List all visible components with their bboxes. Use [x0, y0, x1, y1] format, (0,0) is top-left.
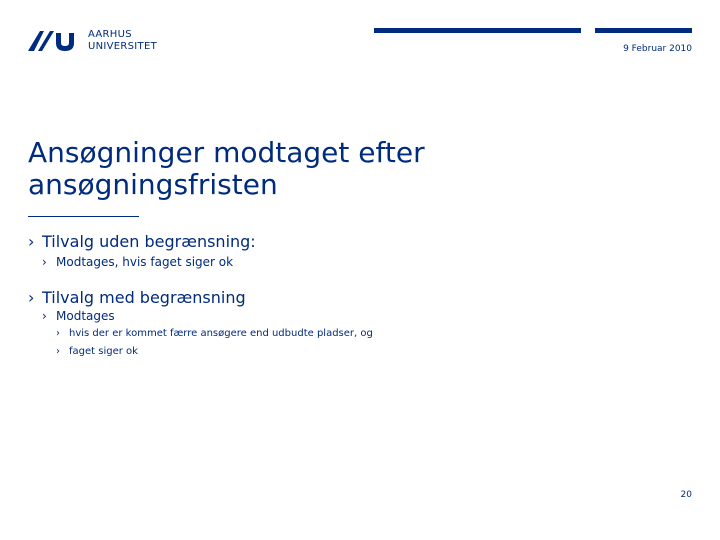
bullet-chevron-icon: ›: [28, 232, 35, 251]
slide-date: 9 Februar 2010: [623, 44, 692, 54]
aarhus-university-logo-icon: [28, 27, 76, 53]
page-number: 20: [680, 490, 692, 500]
header-bar-left: [374, 28, 581, 33]
bullet-text: Modtages, hvis faget siger ok: [56, 255, 234, 269]
logo-line-2: UNIVERSITET: [88, 41, 157, 52]
bullet-level-3: [56, 327, 373, 341]
bullet-chevron-icon: ›: [42, 255, 47, 269]
bullet-level-2: [42, 308, 115, 324]
slide-title-line-1: Ansøgninger modtaget efter: [28, 136, 425, 169]
bullet-chevron-icon: ›: [42, 309, 47, 323]
bullet-text: faget siger ok: [69, 346, 138, 357]
slide-title-line-2: ansøgningsfristen: [28, 168, 278, 201]
bullet-text: Tilvalg uden begrænsning:: [42, 232, 256, 251]
bullet-level-1: [28, 232, 256, 252]
logo-text: [88, 29, 157, 53]
bullet-level-1: [28, 288, 246, 308]
logo-line-1: AARHUS: [88, 29, 132, 40]
bullet-text: Tilvalg med begrænsning: [42, 288, 246, 307]
bullet-chevron-icon: ›: [56, 346, 60, 357]
bullet-chevron-icon: ›: [28, 288, 35, 307]
university-logo: [28, 27, 178, 57]
bullet-text: Modtages: [56, 309, 115, 323]
bullet-text: hvis der er kommet færre ansøgere end udbudte pladser, og: [69, 328, 373, 339]
bullet-chevron-icon: ›: [56, 328, 60, 339]
slide-title: [28, 137, 668, 201]
title-divider: [28, 216, 139, 217]
header-bar-right: [595, 28, 692, 33]
bullet-level-3: [56, 345, 138, 359]
bullet-level-2: [42, 254, 233, 270]
